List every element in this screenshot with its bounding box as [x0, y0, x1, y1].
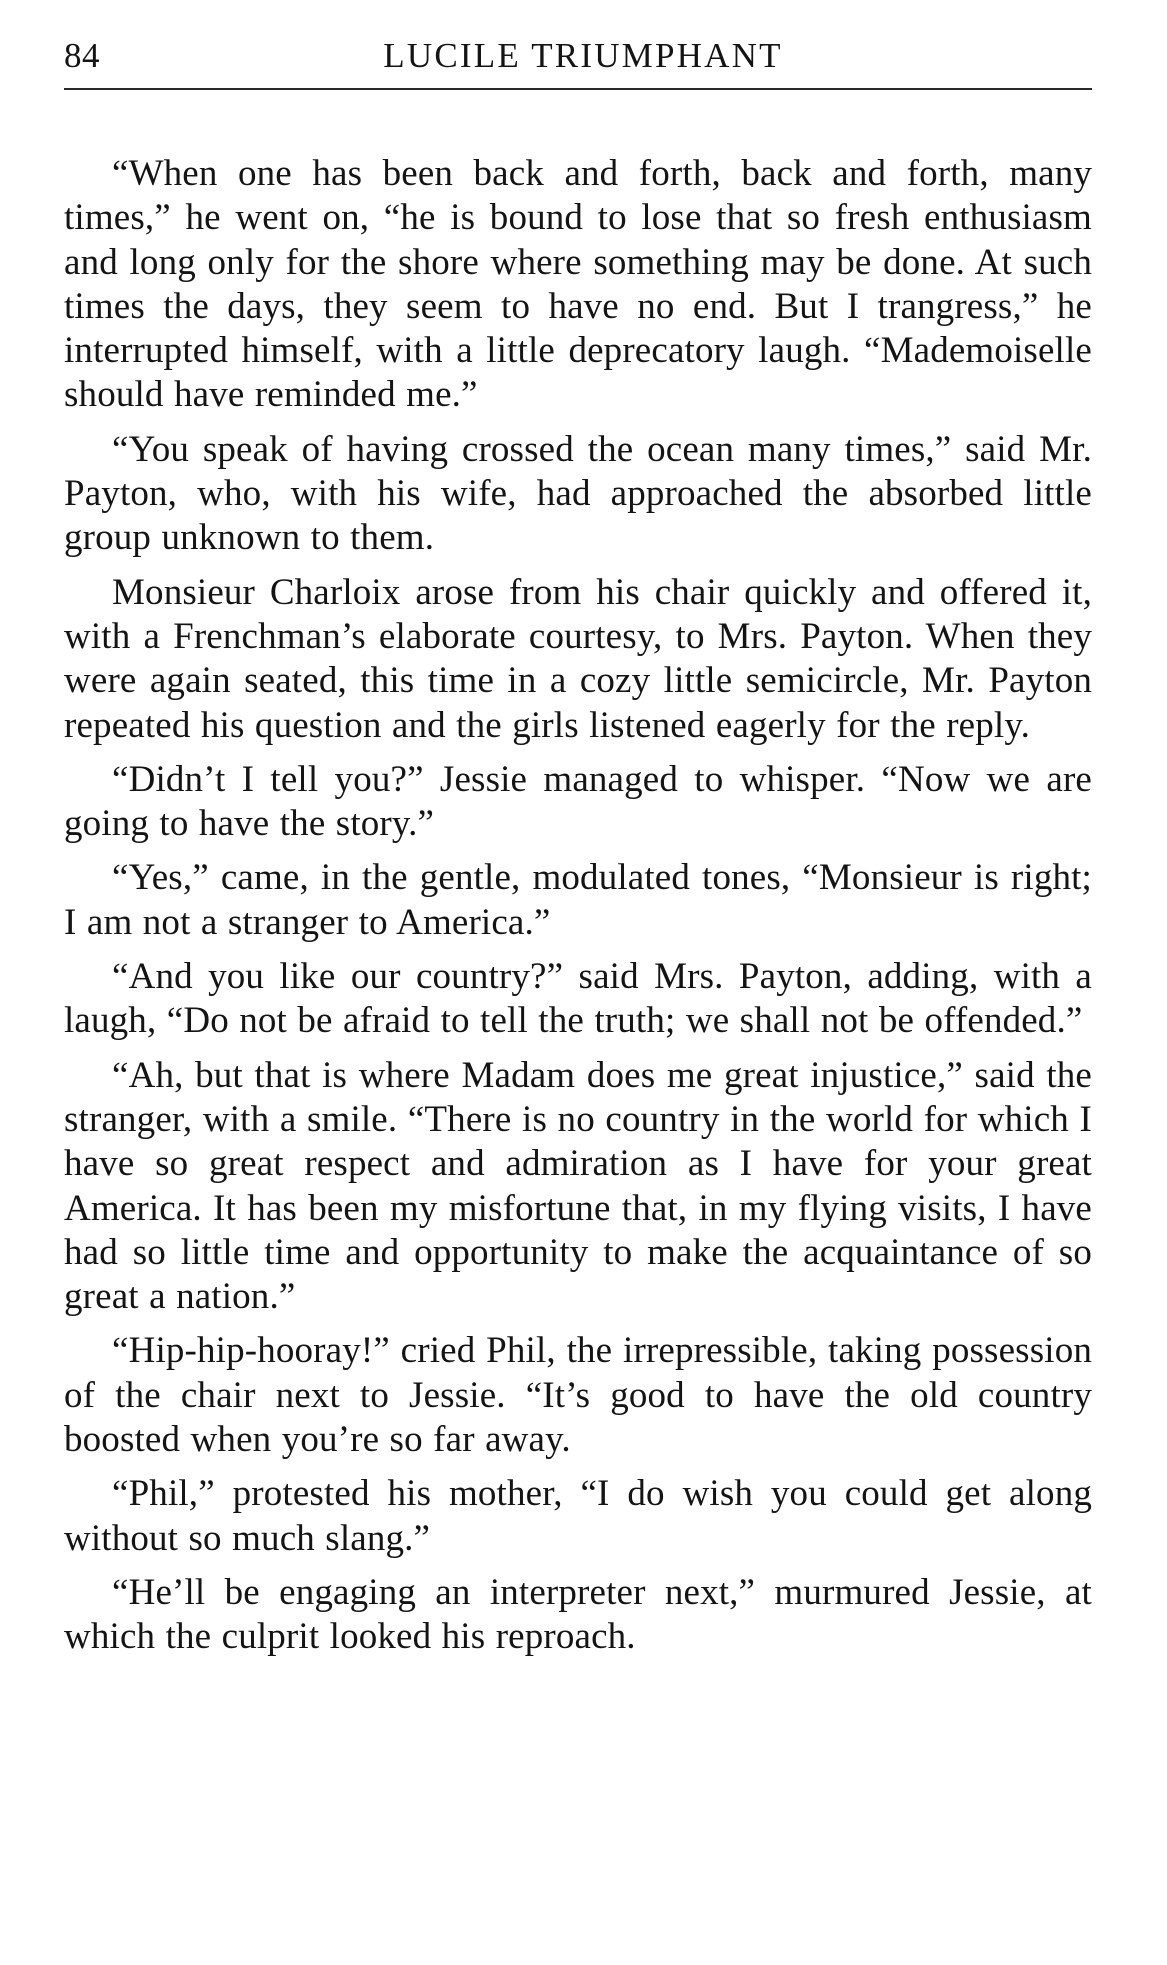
- paragraph: “Phil,” protested his mother, “I do wish you could get along without so much slang.”: [64, 1473, 1092, 1559]
- running-head: [64, 36, 1092, 90]
- paragraph: “He’ll be engaging an interpreter next,” murmured Jessie, at which the culprit looked his reproach.: [64, 1571, 1092, 1658]
- paragraph: “Ah, but that is where Madam does me great injustice,” said the stranger, with a smile. “There is no country in the world for which I have so great respect and admiration as I have for your great America. It has been my misfortune that, in my flying visits, I have had so little time and opportunity to make the acquaintance of so great a nation.”: [64, 1054, 1092, 1318]
- paragraph: Monsieur Charloix arose from his chair quickly and offered it, with a Frenchman’s elaborate courtesy, to Mrs. Payton. When they were again seated, this time in a cozy little semicircle, Mr. Payton repeated his question and the girls listened eagerly for the reply.: [64, 571, 1092, 746]
- book-title: LUCILE TRIUMPHANT: [383, 36, 783, 75]
- paragraph: “Didn’t I tell you?” Jessie managed to whisper. “Now we are going to have the story.”: [64, 758, 1092, 845]
- paragraph: “You speak of having crossed the ocean many times,” said Mr. Payton, who, with his wife, had approached the absorbed little group unknown to them.: [64, 428, 1092, 559]
- paragraph: “And you like our country?” said Mrs. Payton, adding, with a laugh, “Do not be afraid to tell the truth; we shall not be offended.”: [64, 956, 1092, 1042]
- body-text: [64, 152, 1092, 1670]
- paragraph: “Yes,” came, in the gentle, modulated tones, “Monsieur is right; I am not a stranger to America.”: [64, 857, 1092, 943]
- paragraph: “Hip-hip-hooray!” cried Phil, the irrepressible, taking possession of the chair next to Jessie. “It’s good to have the old country boosted when you’re so far away.: [64, 1330, 1092, 1461]
- page-number: 84: [64, 36, 100, 75]
- paragraph: “When one has been back and forth, back and forth, many times,” he went on, “he is bound to lose that so fresh enthusiasm and long only for the shore where something may be done. At such times the days, they seem to have no end. But I trangress,” he interrupted himself, with a little deprecatory laugh. “Mademoiselle should have reminded me.”: [64, 153, 1092, 416]
